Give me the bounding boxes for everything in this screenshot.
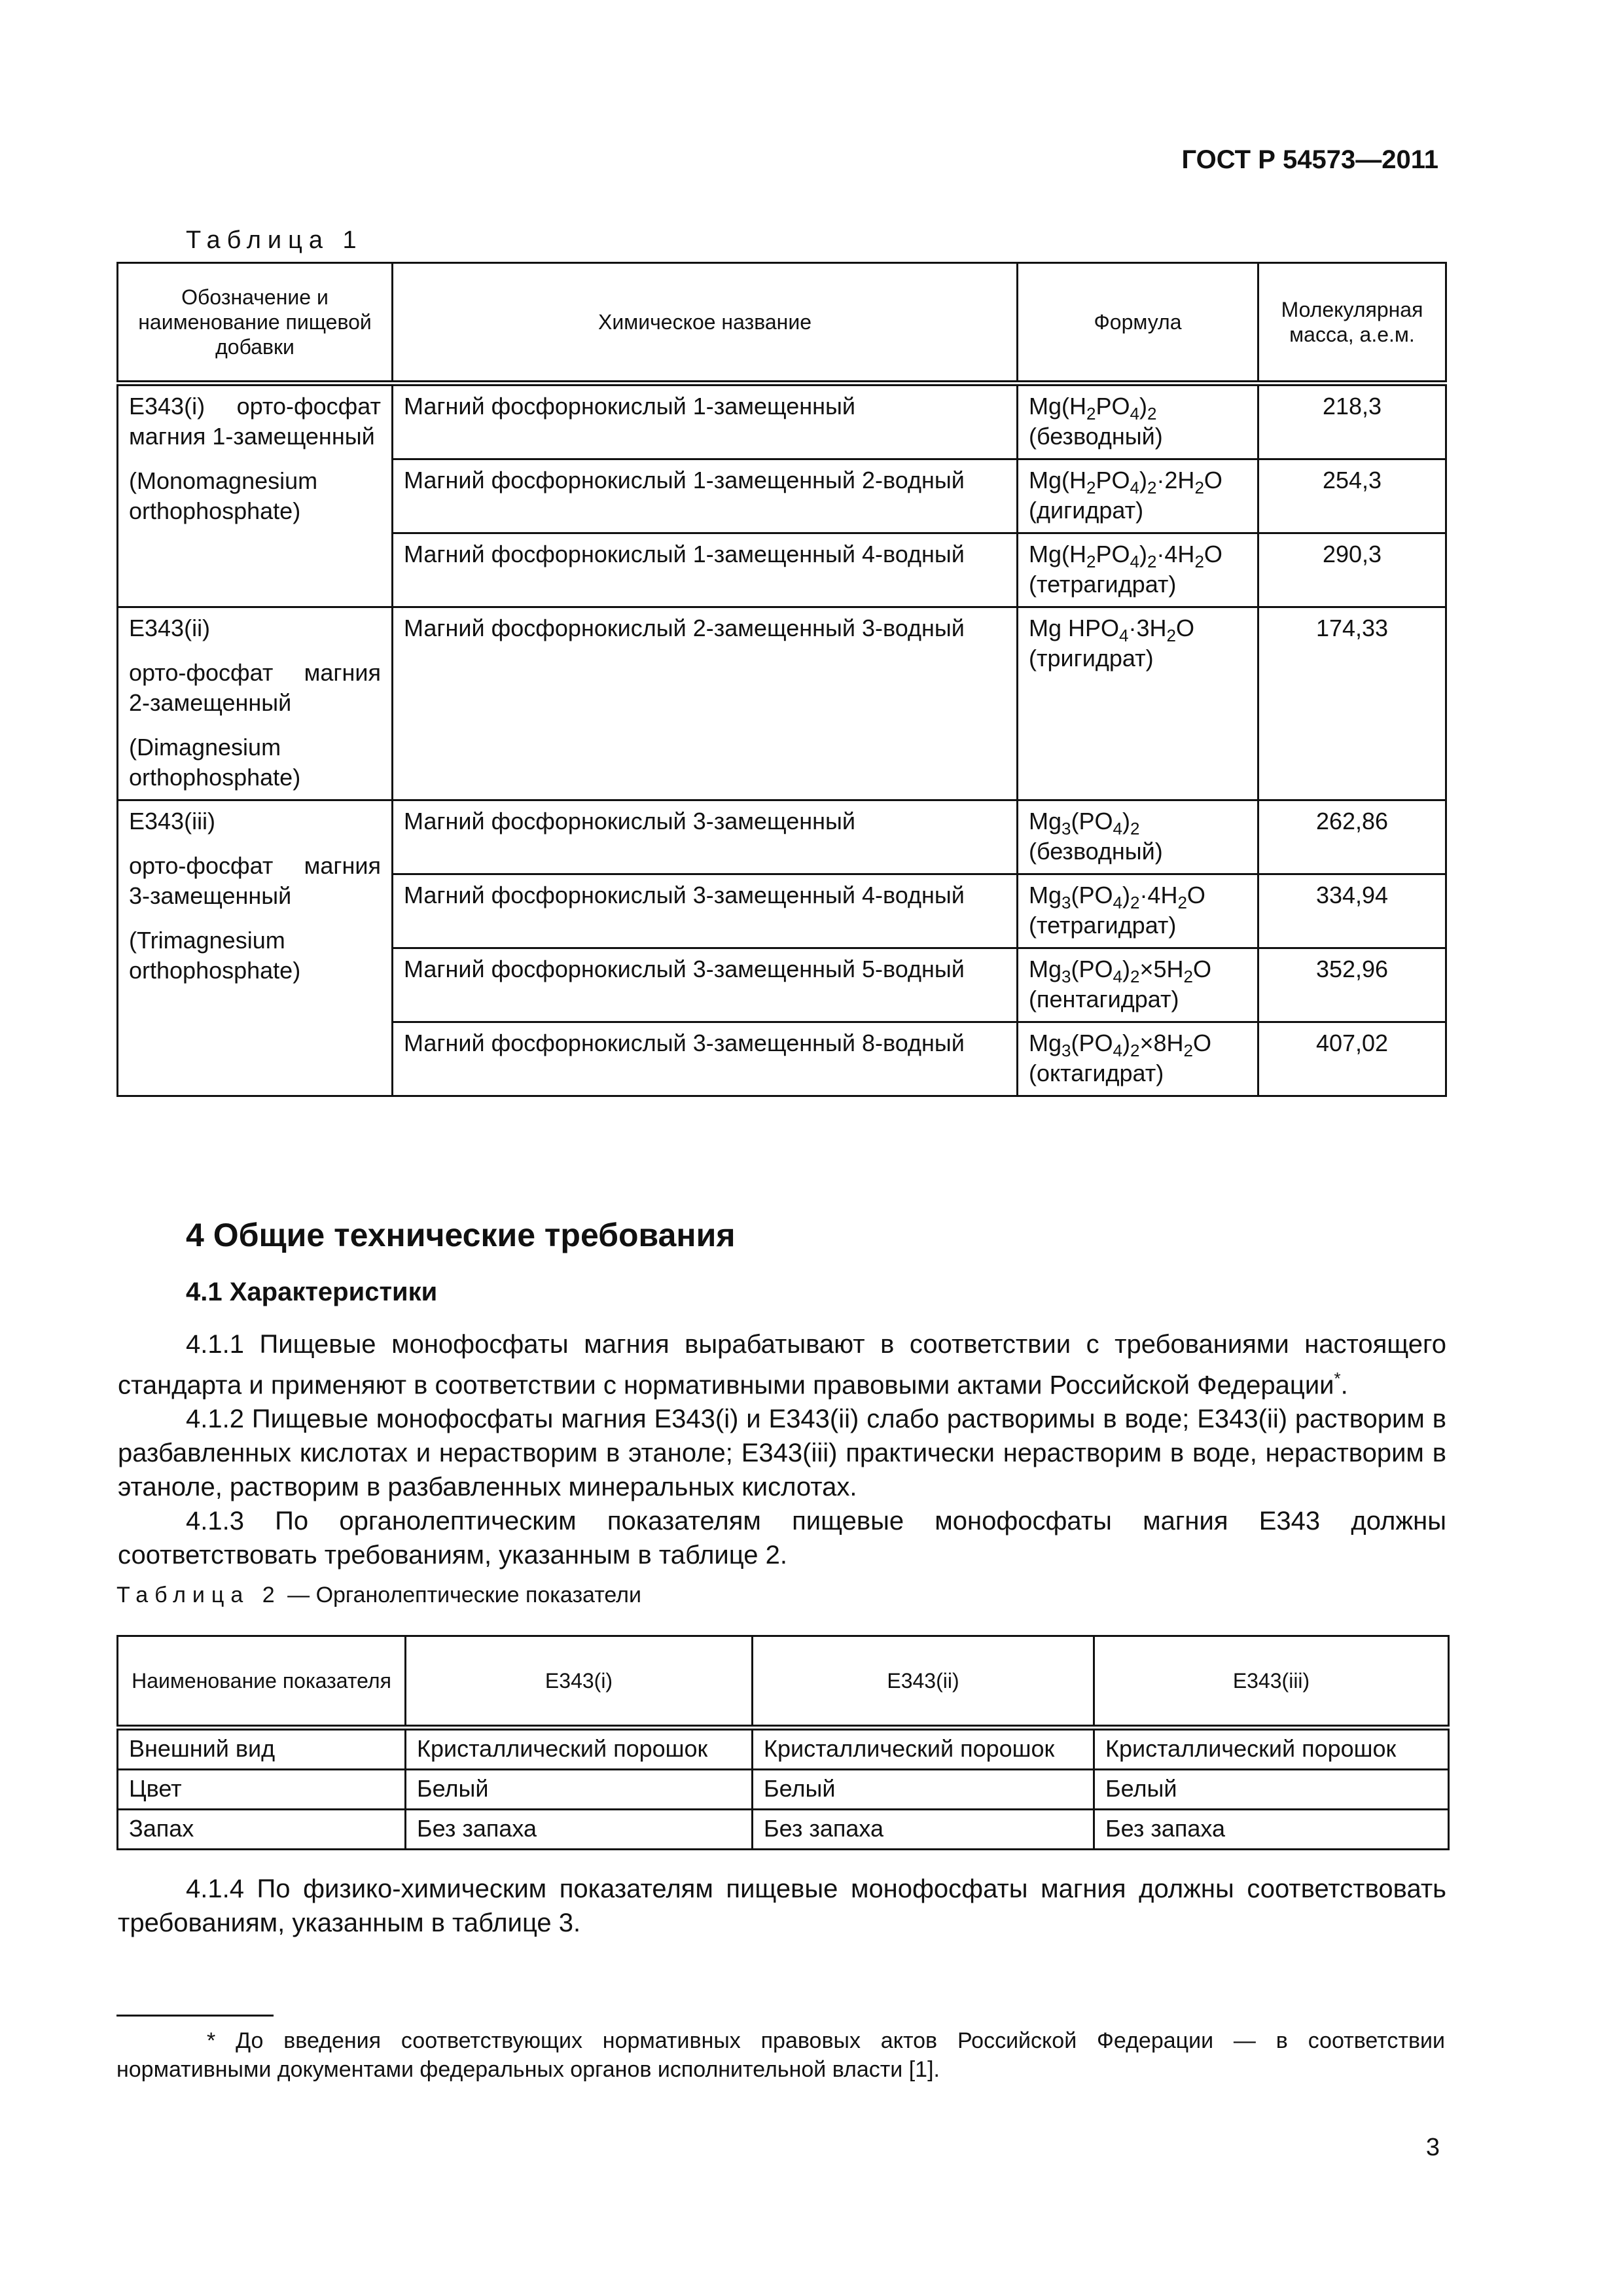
- document-code: ГОСТ Р 54573—2011: [1181, 145, 1438, 174]
- table-cell: Кристаллический порошок: [406, 1728, 753, 1770]
- chemical-name: Магний фосфорнокислый 1-замещенный 2-водный: [393, 459, 1018, 533]
- t1-header-designation: Обозначение и наименование пищевой добавки: [118, 263, 393, 384]
- additive-desc: орто-фосфат магния 2-замещенный: [129, 659, 381, 716]
- formula: $Mg(H_2PO_4)_2\cdot 2H_2O$ (дигидрат): [1018, 459, 1258, 533]
- additive-latin: (Trimagnesium orthophosphate): [129, 927, 301, 984]
- t2-header: E343(iii): [1094, 1636, 1449, 1728]
- formula: $Mg_3(PO_4)_2\times 8H_2O$ (октагидрат): [1018, 1022, 1258, 1096]
- molecular-mass: 174,33: [1258, 607, 1446, 800]
- table-cell: Кристаллический порошок: [1094, 1728, 1449, 1770]
- table-row: [118, 1728, 1449, 1770]
- table-cell: Кристаллический порошок: [753, 1728, 1094, 1770]
- t1-header-chemical: Химическое название: [393, 263, 1018, 384]
- table-row: [118, 800, 1446, 874]
- formula: $Mg(H_2PO_4)_2$ (безводный): [1018, 384, 1258, 459]
- table-cell: Внешний вид: [118, 1728, 406, 1770]
- molecular-mass: 218,3: [1258, 384, 1446, 459]
- table-row: [118, 384, 1446, 459]
- t1-group-cell: [118, 800, 393, 1096]
- formula: $Mg(H_2PO_4)_2\cdot 4H_2O$ (тетрагидрат): [1018, 533, 1258, 607]
- table-row: [118, 607, 1446, 800]
- formula: $Mg_3(PO_4)_2\cdot 4H_2O$ (тетрагидрат): [1018, 874, 1258, 948]
- molecular-mass: 262,86: [1258, 800, 1446, 874]
- additive-latin: (Monomagnesium orthophosphate): [129, 467, 318, 524]
- subsection-heading: 4.1 Характеристики: [186, 1278, 438, 1306]
- table-cell: Белый: [406, 1770, 753, 1810]
- page-number: 3: [1425, 2134, 1440, 2161]
- table-cell: Без запаха: [753, 1810, 1094, 1850]
- table-row: [118, 1770, 1449, 1810]
- table-row: [118, 1810, 1449, 1850]
- paragraph-4-1-1: 4.1.1 Пищевые монофосфаты магния вырабатывают в соответствии с требованиями настоящего стандарта и применяют в соответствии с нормативными правовыми актами Российской Федерации*.: [118, 1330, 1446, 1400]
- section-body: [118, 1327, 1446, 1572]
- formula: $Mg_3(PO_4)_2$ (безводный): [1018, 800, 1258, 874]
- t2-header: Наименование показателя: [118, 1636, 406, 1728]
- t1-header-formula: Формула: [1018, 263, 1258, 384]
- footnote-mark: *: [1334, 1369, 1341, 1388]
- table-cell: Без запаха: [1094, 1810, 1449, 1850]
- footnote: [116, 2026, 1445, 2084]
- t1-group-cell: [118, 384, 393, 607]
- additive-code: E343(iii): [129, 808, 216, 834]
- table-cell: Цвет: [118, 1770, 406, 1810]
- table2: [116, 1635, 1450, 1850]
- paragraph-4-1-4: 4.1.4 По физико-химическим показателям пищевые монофосфаты магния должны соответствовать требованиям, указанным в таблице 3.: [118, 1874, 1446, 1937]
- table-cell: Белый: [753, 1770, 1094, 1810]
- section-heading: 4 Общие технические требования: [186, 1217, 736, 1253]
- table-cell: Запах: [118, 1810, 406, 1850]
- chemical-name: Магний фосфорнокислый 3-замещенный 8-водный: [393, 1022, 1018, 1096]
- t2-header: E343(i): [406, 1636, 753, 1728]
- table-cell: Белый: [1094, 1770, 1449, 1810]
- additive-latin: (Dimagnesium orthophosphate): [129, 734, 301, 791]
- chemical-name: Магний фосфорнокислый 3-замещенный: [393, 800, 1018, 874]
- chemical-name: Магний фосфорнокислый 2-замещенный 3-водный: [393, 607, 1018, 800]
- additive-code: E343(ii): [129, 615, 211, 641]
- table1-caption: Таблица 1: [186, 226, 363, 254]
- formula: Mg $HPO_4\cdot 3H_2O$ (тригидрат): [1018, 607, 1258, 800]
- t1-header-mass: Молекулярная масса, а.е.м.: [1258, 263, 1446, 384]
- molecular-mass: 254,3: [1258, 459, 1446, 533]
- additive-code: E343(i) орто-фосфат магния 1-замещенный: [129, 393, 381, 450]
- section-body-continued: [118, 1872, 1446, 1940]
- chemical-name: Магний фосфорнокислый 3-замещенный 4-водный: [393, 874, 1018, 948]
- t2-header: E343(ii): [753, 1636, 1094, 1728]
- footnote-divider: [116, 2015, 274, 2017]
- footnote-text: * До введения соответствующих нормативных правовых актов Российской Федерации — в соответствии нормативными документами федеральных органов исполнительной власти [1].: [116, 2028, 1445, 2082]
- table2-caption: Таблица 2 — Органолептические показатели: [116, 1583, 642, 1607]
- t1-group-cell: [118, 607, 393, 800]
- table1: [116, 262, 1447, 1097]
- molecular-mass: 334,94: [1258, 874, 1446, 948]
- table-cell: Без запаха: [406, 1810, 753, 1850]
- molecular-mass: 407,02: [1258, 1022, 1446, 1096]
- paragraph-4-1-2: 4.1.2 Пищевые монофосфаты магния E343(i) и E343(ii) слабо растворимы в воде; E343(ii) растворим в разбавленных кислотах и нерастворим в этаноле; E343(iii) практически нерастворим в воде, нерастворим в этаноле, растворим в разбавленных минеральных кислотах.: [118, 1405, 1446, 1502]
- paragraph-4-1-3: 4.1.3 По органолептическим показателям пищевые монофосфаты магния E343 должны соответствовать требованиям, указанным в таблице 2.: [118, 1507, 1446, 1570]
- molecular-mass: 352,96: [1258, 948, 1446, 1022]
- additive-desc: орто-фосфат магния 3-замещенный: [129, 852, 381, 909]
- formula: $Mg_3(PO_4)_2\times 5H_2O$ (пентагидрат): [1018, 948, 1258, 1022]
- chemical-name: Магний фосфорнокислый 3-замещенный 5-водный: [393, 948, 1018, 1022]
- chemical-name: Магний фосфорнокислый 1-замещенный 4-водный: [393, 533, 1018, 607]
- molecular-mass: 290,3: [1258, 533, 1446, 607]
- chemical-name: Магний фосфорнокислый 1-замещенный: [393, 384, 1018, 459]
